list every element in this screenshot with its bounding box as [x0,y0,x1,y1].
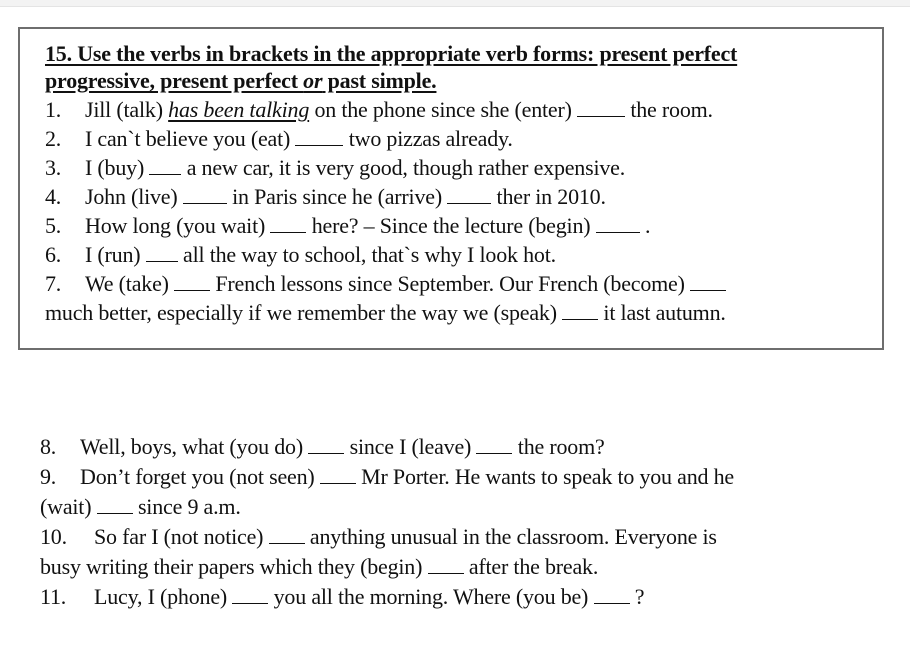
item-2 [45,126,513,152]
item-text: anything unusual in the classroom. Everyone is [304,524,717,549]
answer-blank[interactable] [596,214,640,233]
item-text: Lucy, I (phone) [94,584,233,609]
answer-blank[interactable] [308,435,344,454]
answer-blank[interactable] [149,156,181,175]
item-number: 6. [45,242,62,267]
item-number: 5. [45,213,62,238]
item-10-continuation [40,554,598,580]
item-text: on the phone since she (enter) [309,97,578,122]
item-6 [45,242,556,268]
answer-blank[interactable] [447,185,491,204]
item-7-continuation [45,300,726,326]
item-text: . [639,213,651,238]
item-number: 11. [40,584,67,609]
item-text: since I (leave) [344,434,477,459]
item-text: I can`t believe you (eat) [85,126,296,151]
item-4 [45,184,606,210]
item-text: it last autumn. [598,300,726,325]
item-text: busy writing their papers which they (begin) [40,554,428,579]
answer-blank[interactable] [270,214,306,233]
item-number: 8. [40,434,57,459]
item-number: 7. [45,271,62,296]
answer-blank[interactable] [97,495,133,514]
item-3 [45,155,625,181]
item-text: you all the morning. Where (you be) [268,584,594,609]
answer-blank[interactable] [183,185,227,204]
exercise-title-or: or [303,68,323,93]
item-text: here? – Since the lecture (begin) [306,213,596,238]
answer-blank[interactable] [295,127,343,146]
item-11 [40,584,644,610]
item-9 [40,464,734,490]
item-text: the room? [512,434,605,459]
item-text: the room. [625,97,713,122]
item-text: Jill (talk) [85,97,169,122]
item-text: How long (you wait) [85,213,271,238]
item-10 [40,524,717,550]
item-text: ? [629,584,645,609]
answer-blank[interactable] [577,98,625,117]
answer-blank[interactable] [594,585,630,604]
top-edge [0,0,910,7]
exercise-title-line-1 [45,41,737,67]
item-text: French lessons since September. Our French (become) [210,271,691,296]
item-number: 4. [45,184,62,209]
item-7 [45,271,726,297]
item-text: I (run) [85,242,146,267]
exercise-title-line-2 [45,68,436,94]
answer-blank[interactable] [476,435,512,454]
item-text: We (take) [85,271,175,296]
item-text: So far I (not notice) [94,524,269,549]
item-text: (wait) [40,494,97,519]
answer-blank[interactable] [269,525,305,544]
item-text: I (buy) [85,155,150,180]
item-text: after the break. [463,554,599,579]
item-9-continuation [40,494,241,520]
item-text: Well, boys, what (you do) [80,434,309,459]
item-text: two pizzas already. [343,126,513,151]
exercise-title-part1: 15. Use the verbs in brackets in the appropriate verb forms: present perfect [45,41,738,66]
item-text: since 9 a.m. [132,494,241,519]
answer-blank[interactable] [232,585,268,604]
item-text: in Paris since he (arrive) [226,184,448,209]
item-number: 3. [45,155,62,180]
item-text: ther in 2010. [491,184,606,209]
exercise-title-part3: past simple. [322,68,437,93]
item-text: Don’t forget you (not seen) [80,464,320,489]
exercise-title-part2: progressive, present perfect [45,68,304,93]
answer-blank[interactable] [174,272,210,291]
item-text: much better, especially if we remember the way we (speak) [45,300,563,325]
answer-blank[interactable] [562,301,598,320]
item-text: a new car, it is very good, though rather expensive. [181,155,626,180]
item-text: John (live) [85,184,183,209]
item-number: 10. [40,524,67,549]
item-text: all the way to school, that`s why I look hot. [177,242,556,267]
item-number: 2. [45,126,62,151]
sample-answer: has been talking [168,97,310,122]
item-number: 9. [40,464,57,489]
item-5 [45,213,650,239]
answer-blank[interactable] [320,465,356,484]
answer-blank[interactable] [690,272,726,291]
item-text: Mr Porter. He wants to speak to you and he [355,464,734,489]
answer-blank[interactable] [146,243,178,262]
item-number: 1. [45,97,62,122]
answer-blank[interactable] [428,555,464,574]
item-1 [45,97,713,123]
item-8 [40,434,605,460]
